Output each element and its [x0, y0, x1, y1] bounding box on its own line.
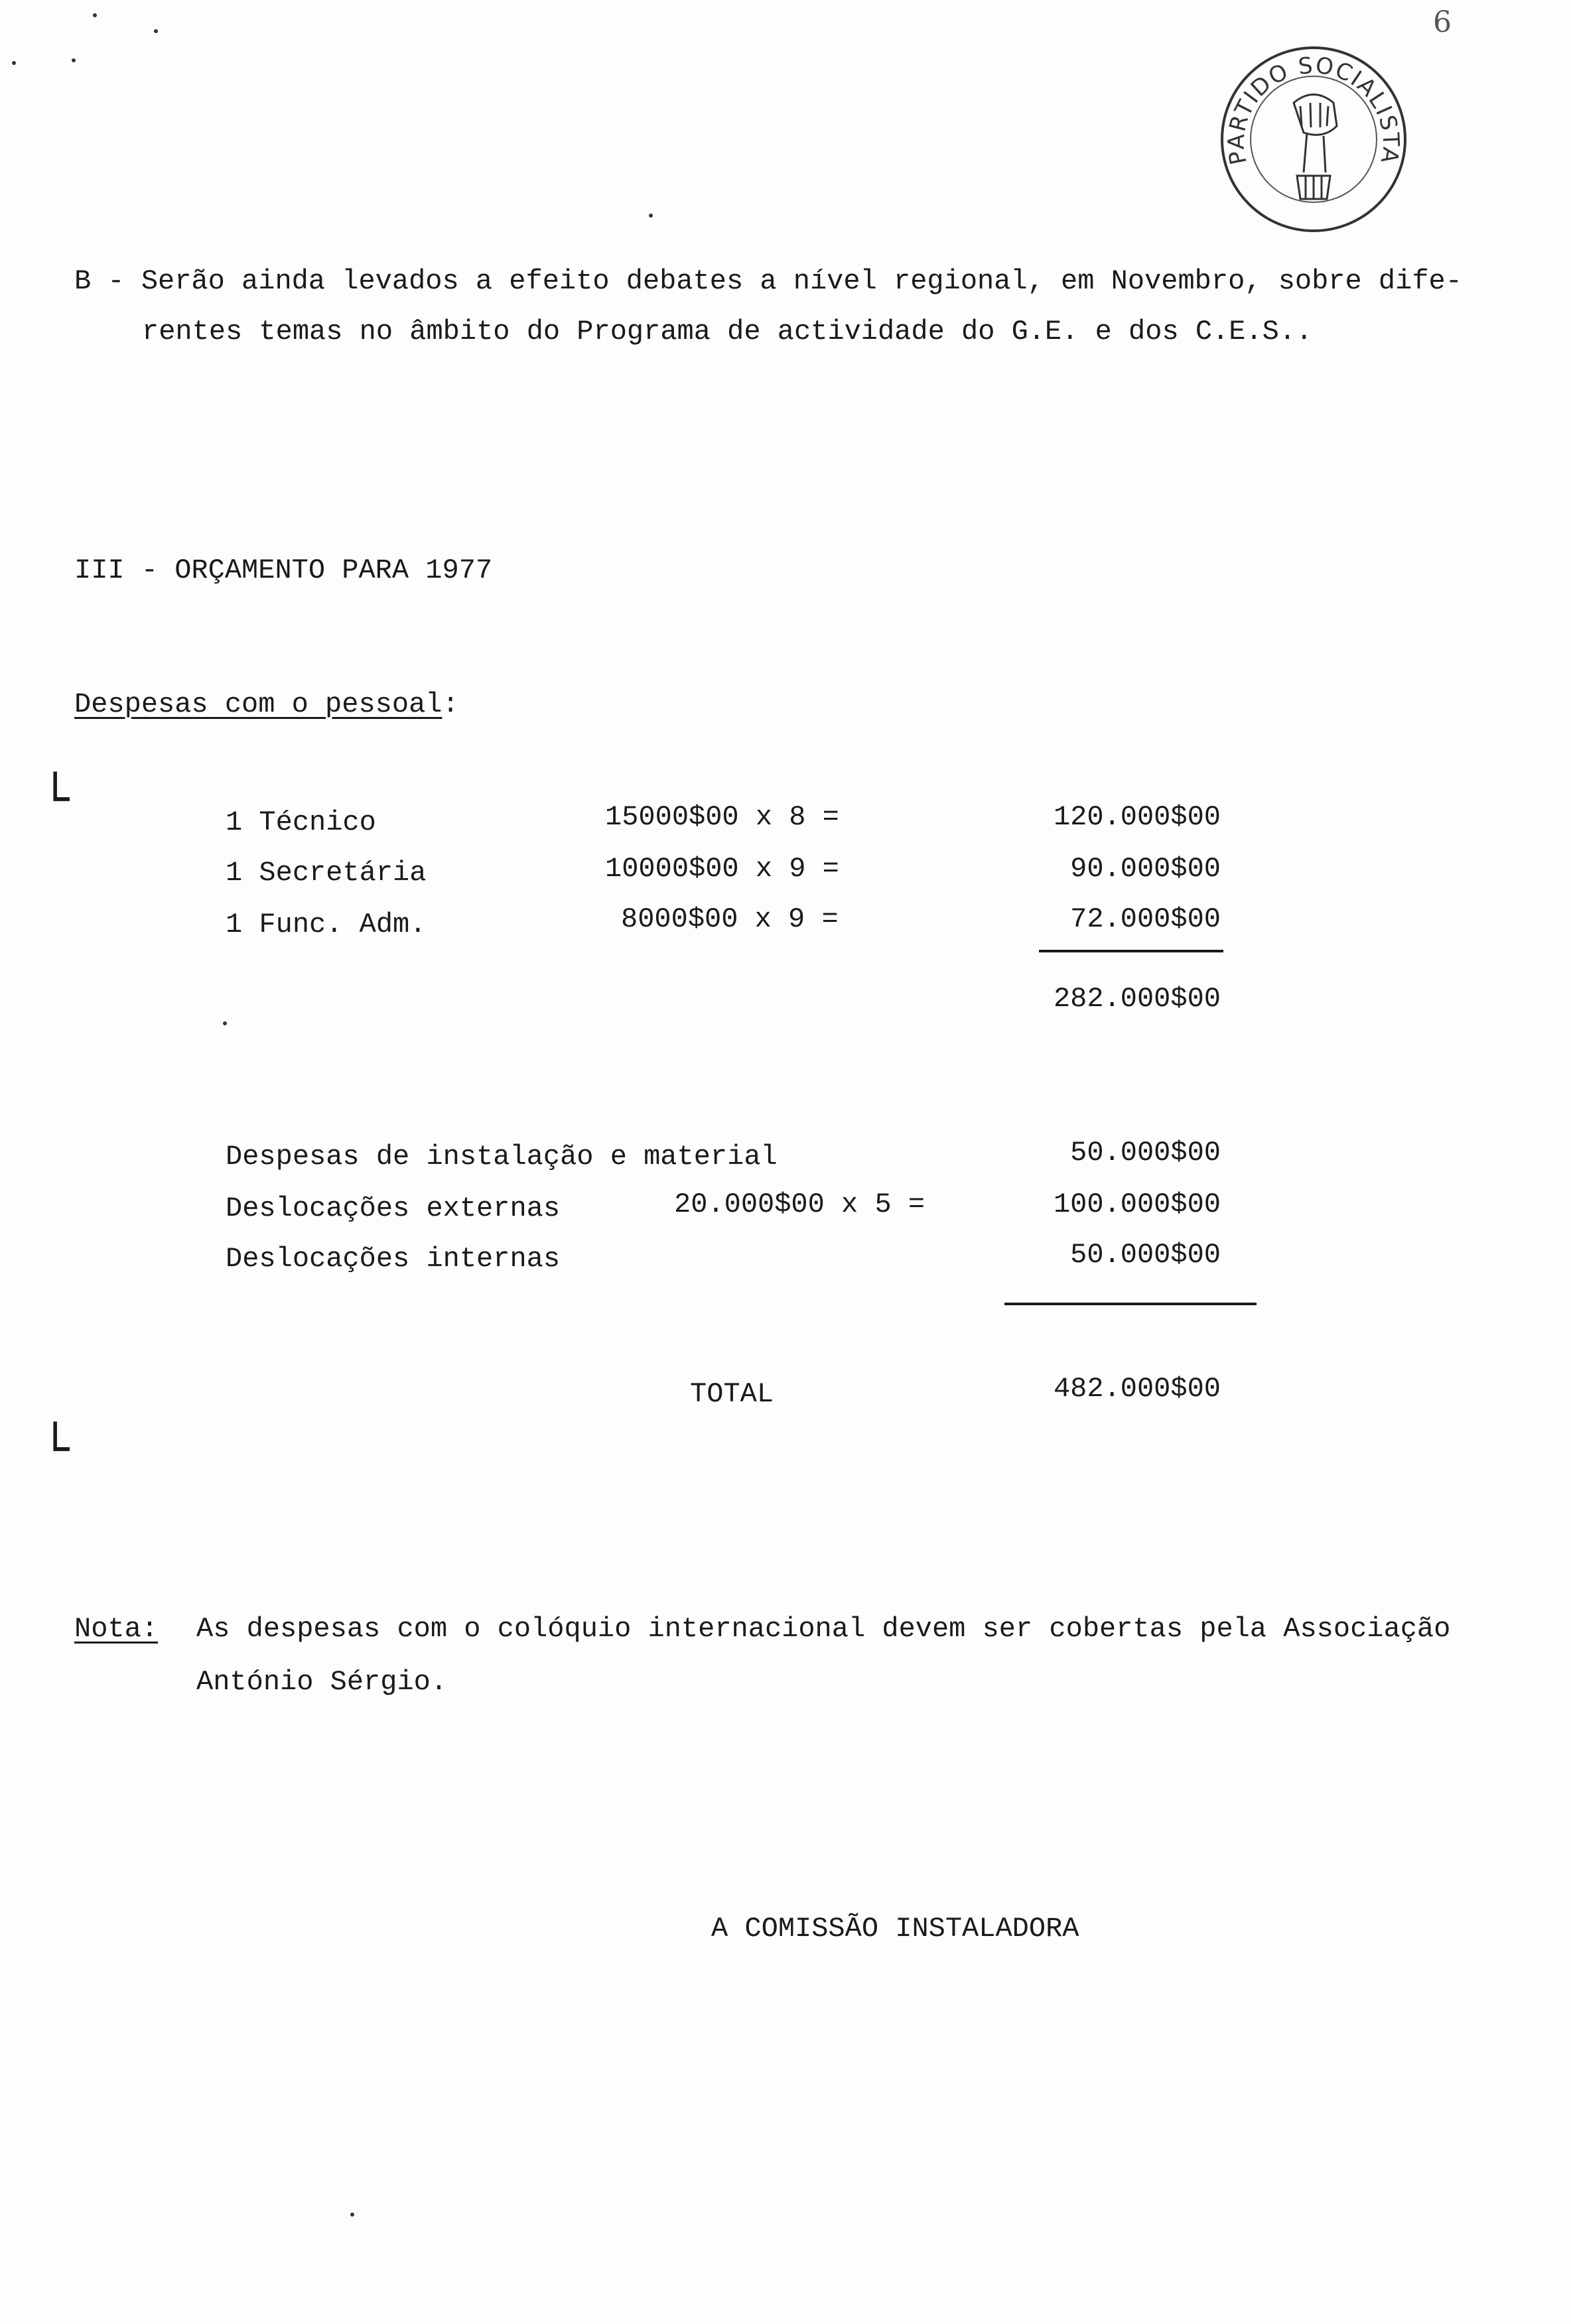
personnel-row-amount: 90.000$00 — [1070, 853, 1221, 885]
expense-row-amount: 50.000$00 — [1070, 1137, 1221, 1169]
scan-speck — [223, 1021, 227, 1025]
personnel-label — [74, 687, 459, 722]
signature-line: A COMISSÃO INSTALADORA — [711, 1913, 1079, 1945]
margin-hook-mark: └ — [41, 1422, 70, 1476]
personnel-row-role: 1 Func. Adm. — [226, 909, 427, 940]
svg-text:PARTIDO SOCIALISTA — [1223, 52, 1404, 167]
scan-speck — [649, 214, 653, 218]
note-label: Nota: — [74, 1613, 159, 1645]
personnel-row-amount: 72.000$00 — [1070, 903, 1221, 935]
total-rule — [1004, 1303, 1257, 1305]
personnel-row-calc: 10000$00 x 9 = — [605, 853, 839, 885]
note-line-1: As despesas com o colóquio internacional devem ser cobertas pela Associação — [196, 1613, 1451, 1645]
expense-row-label: Deslocações internas — [226, 1243, 561, 1275]
expense-row-calc: 20.000$00 x 5 = — [674, 1189, 925, 1220]
personnel-label-colon: : — [442, 688, 459, 720]
expense-row-amount: 50.000$00 — [1070, 1239, 1221, 1271]
page-number: 6 — [1433, 5, 1452, 39]
total-label: TOTAL — [690, 1378, 774, 1410]
personnel-row-role: 1 Técnico — [226, 807, 376, 838]
scan-speck — [72, 58, 76, 62]
personnel-row-calc: 15000$00 x 8 = — [605, 801, 839, 833]
scan-speck — [12, 61, 16, 65]
note-line-2: António Sérgio. — [196, 1666, 448, 1698]
subtotal-rule — [1039, 950, 1223, 952]
personnel-subtotal: 282.000$00 — [1053, 983, 1221, 1015]
section-b-line-2: rentes temas no âmbito do Programa de actividade do G.E. e dos C.E.S.. — [142, 316, 1313, 348]
expense-row-label: Deslocações externas — [226, 1193, 561, 1224]
scan-speck — [154, 29, 158, 33]
section-b-line-1: B - Serão ainda levados a efeito debates a nível regional, em Novembro, sobre dife- — [74, 265, 1462, 297]
fist-rose-emblem-icon — [1214, 40, 1413, 239]
expense-row-amount: 100.000$00 — [1053, 1189, 1221, 1220]
scan-speck — [350, 2213, 354, 2217]
total-amount: 482.000$00 — [1053, 1373, 1221, 1405]
expense-row-label: Despesas de instalação e material — [226, 1141, 778, 1173]
personnel-label-text: Despesas com o pessoal — [74, 688, 443, 720]
stamp-text: PARTIDO SOCIALISTA — [1223, 52, 1404, 167]
party-stamp — [1214, 40, 1413, 239]
personnel-row-amount: 120.000$00 — [1053, 801, 1221, 833]
personnel-row-calc: 8000$00 x 9 = — [621, 903, 839, 935]
scan-speck — [93, 13, 97, 17]
budget-heading: III - ORÇAMENTO PARA 1977 — [74, 554, 493, 586]
personnel-row-role: 1 Secretária — [226, 857, 427, 889]
margin-hook-mark: └ — [41, 772, 70, 826]
